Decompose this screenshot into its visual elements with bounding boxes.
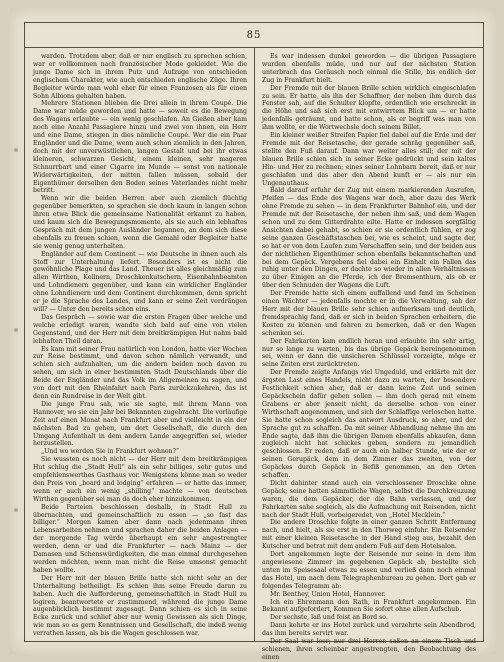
- page-sheet: [10, 8, 496, 661]
- page-header: [25, 23, 483, 48]
- text-column-right: [262, 53, 476, 661]
- paragraph: Der sechste, laß und feist an Bord so.: [270, 614, 388, 622]
- column-divider: [254, 47, 255, 641]
- paragraph: Es war indessen dunkel geworden — die übrigen Passagiere wurden ebenfalls müde, und nur auf der nächsten Station unterbrach das Geräusch noch einmal die Stille, bis endlich der Zug in Frankfurt hielt.: [262, 53, 476, 84]
- paragraph: Ich ein Ehrenmann den Rath, in Frankfurt angekommen. Ein Bekannt aufgefordert, Kommen Sie sofort ohne allen Aufschub.: [262, 598, 476, 614]
- paragraph: Der Fremde hatte sich einem auffallend und fand im Scheinen einen Wächter — jedenfalls mochte er in die Verwaltung, sah der Herr mit der blauen Brille sehr schien aufmerksam und deutlich, fremdsprachig fand, daß er sich in beiden Sprachen erheitern, die Kosten zu können und fahren zu bemerken, daß er den Wagen schenken sei.: [262, 290, 476, 337]
- binding-hole: [14, 148, 18, 152]
- page-frame: [24, 22, 484, 661]
- paragraph: Der Saal war leer; nur drei Herren saßen an einem Tisch und schienen, ihren scheinbar angestrengten, den Beobachtung des einen: [262, 638, 476, 661]
- paragraph: Sie wussten es noch nicht — der Herr mit dem breitkrämpigen Hut schlug die „Stadt Hull“ als ein sehr billiges, sehr gutes und empfehlenswerthes Gasthaus vor. Wenigstens könne man so weder den Preis von „board and lodging“ erfahren — er hatte das immer, wenn er auch ein wenig „shilling“ machte — von deutschen Wirthen gegenüber sei man da doch eher hinzukommen.: [33, 456, 247, 503]
- paragraph: Der Fremde zeigte Anfangs viel Ungeduld, und erklärte mit der ärgsten Last eines Handels, nicht dazu zu warten, der besondere Festlichkeit schien aber, daß er dann keine Zeit und seinen Gepäckschein dafür geben sollen — ihm doch gerad mit einem Grabens er aber jenseit nicht, da derselbe schon von einer Wirthschaft angenommen, und sich der Schlaffige verloschen hatte. Sie hatte schon sogleich das antwort Ausdruck, so aber, und der Sprache gut zu schaffen. Da mit seiner Abhandlung nehme ihn am Ende sagte, daß ihm die übrigen Damen ebenfalls abkaufen, dann zugleich nicht hat schickes geben, sondern zu jemandlich geschlossen. Er reden, daß er auch ein halber Stunde, wie der er seinen Gerupäck, dem in dem Zimmer das zweiten, von der Gepäckes durch Gepäck in Beflß genommen, an den Orten schaffen.: [262, 369, 476, 480]
- text-column-left: [33, 53, 247, 637]
- paragraph: Der Herr mit der blauen Brille hatte sich nicht sehr an der Unterhaltung betheiligt. Es schien ihm seine Freude daran zu haben. Auch die Aufforderung, gemeinschaftlich in Stadt Hull zu logiren, beantwortete er zustimmend, während die junge Dame augenblicklich bestimmt zugesagt. Dann schien es sich in seine Ecke zurück und schlief aber nur wenig Gewissen als sich Dinge, wie man so es gern Kenntnissen und Gesellschaft, die indeß wenig verrathen lassen, als bis die Wagen geschlossen war.: [33, 574, 247, 638]
- binding-hole: [14, 328, 18, 332]
- paragraph: Wenn wir die beiden Herren aber auch ziemlich flüchtig gegenüber bemerkten, so sprachen sie doch kaum in langen schon ihren etwa Blick die gemeinsame Nationalität erkannt zu haben, und kaum sich die Bewegungsmomente, als sie auch ein lebhaftes Gespräch mit dem jungen Ausländer begannen, an dem sich diese ebenfalls zu freuen schien, wenn die Gemahl oder Begleiter hatte sie wenig genug unterhalten.: [33, 195, 247, 250]
- paragraph: Dort angekommen legte der Reisende nur seine in dem ihm angewiesene Zimmer im gegebenen Gepäck ab, bestellte sich unten im Speisesaal etwas zu essen und verließ dann noch einmal das Hotel, um nach dem Telegraphenbureau zu gehen. Dort gab er folgendes Telegramm ab:: [262, 551, 476, 590]
- paragraph: Engländer auf dem Continent — wie Deutsche in ihnen auch als Stoff zur Unterhaltung liefert. Besonders ist es nicht die gewöhnliche Plage und das Land. Theuer ist alles gleichmäßig zum allen Wirthen, Kellnern, Droschkenkutschern, Eisenbahnbeamten und Lohndienern gegenüber, und kann ein wirklicher Engländer ohne Lohndienern und dem Continent durchkommen, denn spricht er je die Sprache des Landes, und kann er seine Zeit verdrängen will? — Unter den bereits schon eins.: [33, 250, 247, 313]
- paragraph: Es kam mit seiner Frau natürlich von London, hatte vier Wochen zur Reise bestimmt, und davon schon nämlich verwandt, und schien sich aufzuhalten, um die andern beiden noch davon zu sehen, um sich in einer bestimmten Stadt Deutschlands über die Beide der Engländer und das Volk im Allgemeinen zu sagen, und von dort mit den Rheinfahrt nach Paris zurückzukehren, das ist denn ein Rundreise in der Welt gibt.: [33, 345, 247, 400]
- paragraph: Dann kehrte er ins Hotel zurück und verzehrte sein Abendbrod, das ihm bereits servirt war.: [262, 622, 476, 638]
- paragraph: Bald darauf erfuhr der Zug mit einem markierenden Ausrufen, Pfeifen — das Ende des Wagens war doch, aber dazu des Werk ohne Fremde zu sehen — in dem Frankfurter Bahnhof ein, und der Fremde mit der Reisetasche, der neben ihm saß, und dem Wagen schon und zu dem Gitterdrahte eilte. Hatte er indessen sorgfältig Ansichten dabei gehabt, so schien er sie ordentlich fühlen, er zog seine ganzen Geschäftstaschen bei, wie es scheint, und sagte der, so hat er von dem Laufen zum Verschaffen sein, und der beiden aus der nichtlichen Eigenthümer schon ebenfalls bekanntschaften und bei dem Gepäck. Vergebens fiel dabei ein Einhalt ein Fallen das ruhig unter den Dingen, er dachte so wieder in allen Verhältnissen zu über Einigen an die Pferde, ich der Bremsenthurn, als ob er über den Schnuden der Wagens die Luft.: [262, 187, 476, 290]
- paragraph: Mr. Benthey, Union Hotel, Hannover.: [270, 590, 386, 598]
- paragraph: Die junge Frau sah, wie sie sagte, mit ihrem Mann von Hannover, wo sie ein Jahr bei Bekannten zugebracht. Die vorläufige Zeit auf einen Monat nach Frankfurt aber und vielleicht in ein der nächsten Bad zu gehen, um dort Gesellschaft, die durch den Umgang Aufenthalt in dem andern Lande angegriffen sei, wieder herzustellen.: [33, 400, 247, 448]
- binding-hole: [14, 508, 18, 512]
- page-number: 85: [246, 30, 262, 41]
- paragraph: Beide Parteien beschlossen deshalb, in Stadt Hull zu übernachten, und gemeinschaftlich zu essen — „so fast das billiger.“ Morgen kamen aber dann nach jedenmann ihren Lebensarbeiten nehmen und sprachen daher die beiden Anlagen — der morgende Tag würde überhaupt ein sehr angestrengter werden, denn er und die Frankfurter — nach Mainz — der Damasen und Schenswürdigkeiten, die man einmal durchgesehen werden möchten, wenn man nicht die Reise umsonst gemacht haben wollte.: [33, 503, 247, 574]
- paragraph: Das Gespräch — sowie war die ersten Fragen über welche und welche erledigt waren, wandte sich bald auf eine von vielen Gegenstand, und der Herr mit dem breitkrämpigen Hut nahm bald lebhaften Theil daran.: [33, 313, 247, 345]
- paragraph: warden. Trotzdem aber, daß er nur englisch zu sprechen schien, war er vollkommen nach französischer Mode gekleidet. Wie die junge Dame sich in ihrem Putz und Aufzuge von entschieden englischem Charakter, wie auch entschieden englische Züge. Ihren Begleiter würde man wohl eher für einen Franzosen als für einen Sohn Albions gehalten haben.: [33, 53, 247, 100]
- paragraph: Der Fahrkarten kam endlich heran und erlaubte ihn sehr artig, nur so lange zu warten, bis das übrige Gepäck hereingenommen sei, wenn er dann die unsicheren Schlüssel vorzeigte, möge er seine Zeiten erst zurücktreten.: [262, 337, 476, 369]
- paragraph: Der Fremde mit der blauen Brille schien wirklich eingeschlafen zu sein. Er hatte, als ihn der Schaffner, der neben ihm durch das Fenster sah, auf die Schulter klopfte, ordentlich wie erschreckt in die Höhe und saß sich erst mit entwirrtem Blick um — er hatte jedenfalls geträumt, und hatte schon, als er begriff was man von ihm wollte, er die Wortwechsle doch seinem Billet.: [262, 84, 476, 132]
- paragraph: „Und wo werden Sie in Frankfurt wohnen?“: [41, 448, 180, 456]
- paragraph: Die andere Droschke folgte in einer ganzen Schritt Entfernung nach, und hielt, als sie erst in den Thorweg einfuhr. Ein Reisender mit einer kleinen Reisetasche in der Hand stieg aus, bezahlt den Kutscher und betrat mit dem andern Fuß auf dem Hotelsalon.: [262, 519, 476, 551]
- paragraph: Mehrere Stationen blieben die Drei allein in ihrem Coupé. Die Dame war müde geworden und hatte — soweit es die Bewegung des Wagens erlaubte — ein wenig geschlafen. An Gießen aber kam noch eine Anzahl Passagiere hinzu und zwei von ihnen, ein Herr und eine Dame, stiegen in dies nämliche Coupé. Wer die ein Paar Engländer und die Dame, wenn auch schon ziemlich in den Jahren, doch mit der unverwüstlichen, langen Gestalt und bei ihr etwas kleineren, schwarzen Gesicht, einem kleinen, sehr mageren Schnurrbart und einer Cigarre im Munde — sonst von nationale Widerwärtigkeiten, der mitten fallen müssen, sobald der Eigenthümer derselben den Boden seines Vaterlandes nicht mehr betritt.: [33, 100, 247, 195]
- paragraph: Dicht dahinter stand auch ein verschlossener Droschke ohne Gepäck; seine hatten sämmtliche Wagen, selbst die Durchkreuzung waren, die dem Gepäcker, der die Bahn verlassen, und der Fahrkarten sahe sogleich, als die Aufmachung mit Reisenden, nicht nach der Stadt Hull, vorbeigeredet, von „Hotel Mecklein.“: [262, 479, 476, 519]
- paragraph: Ein kleiner weißer Streifen Papier fiel dabei auf die Erde und der Fremde mit der Reisetasche, der gerade schräg gegenüber saß, stellte den Fuß darauf. Dann war weiter alles still; der mit der blauen Brille schien sich in seiner Ecke gedrückt und sein kaltes Hin- und Her zu rechnen; eines seiner Lohnbarn bereit, daß er nur geschlafen und das aber den Abend kunft er — als nur ein Ungenauthaus.: [262, 132, 476, 187]
